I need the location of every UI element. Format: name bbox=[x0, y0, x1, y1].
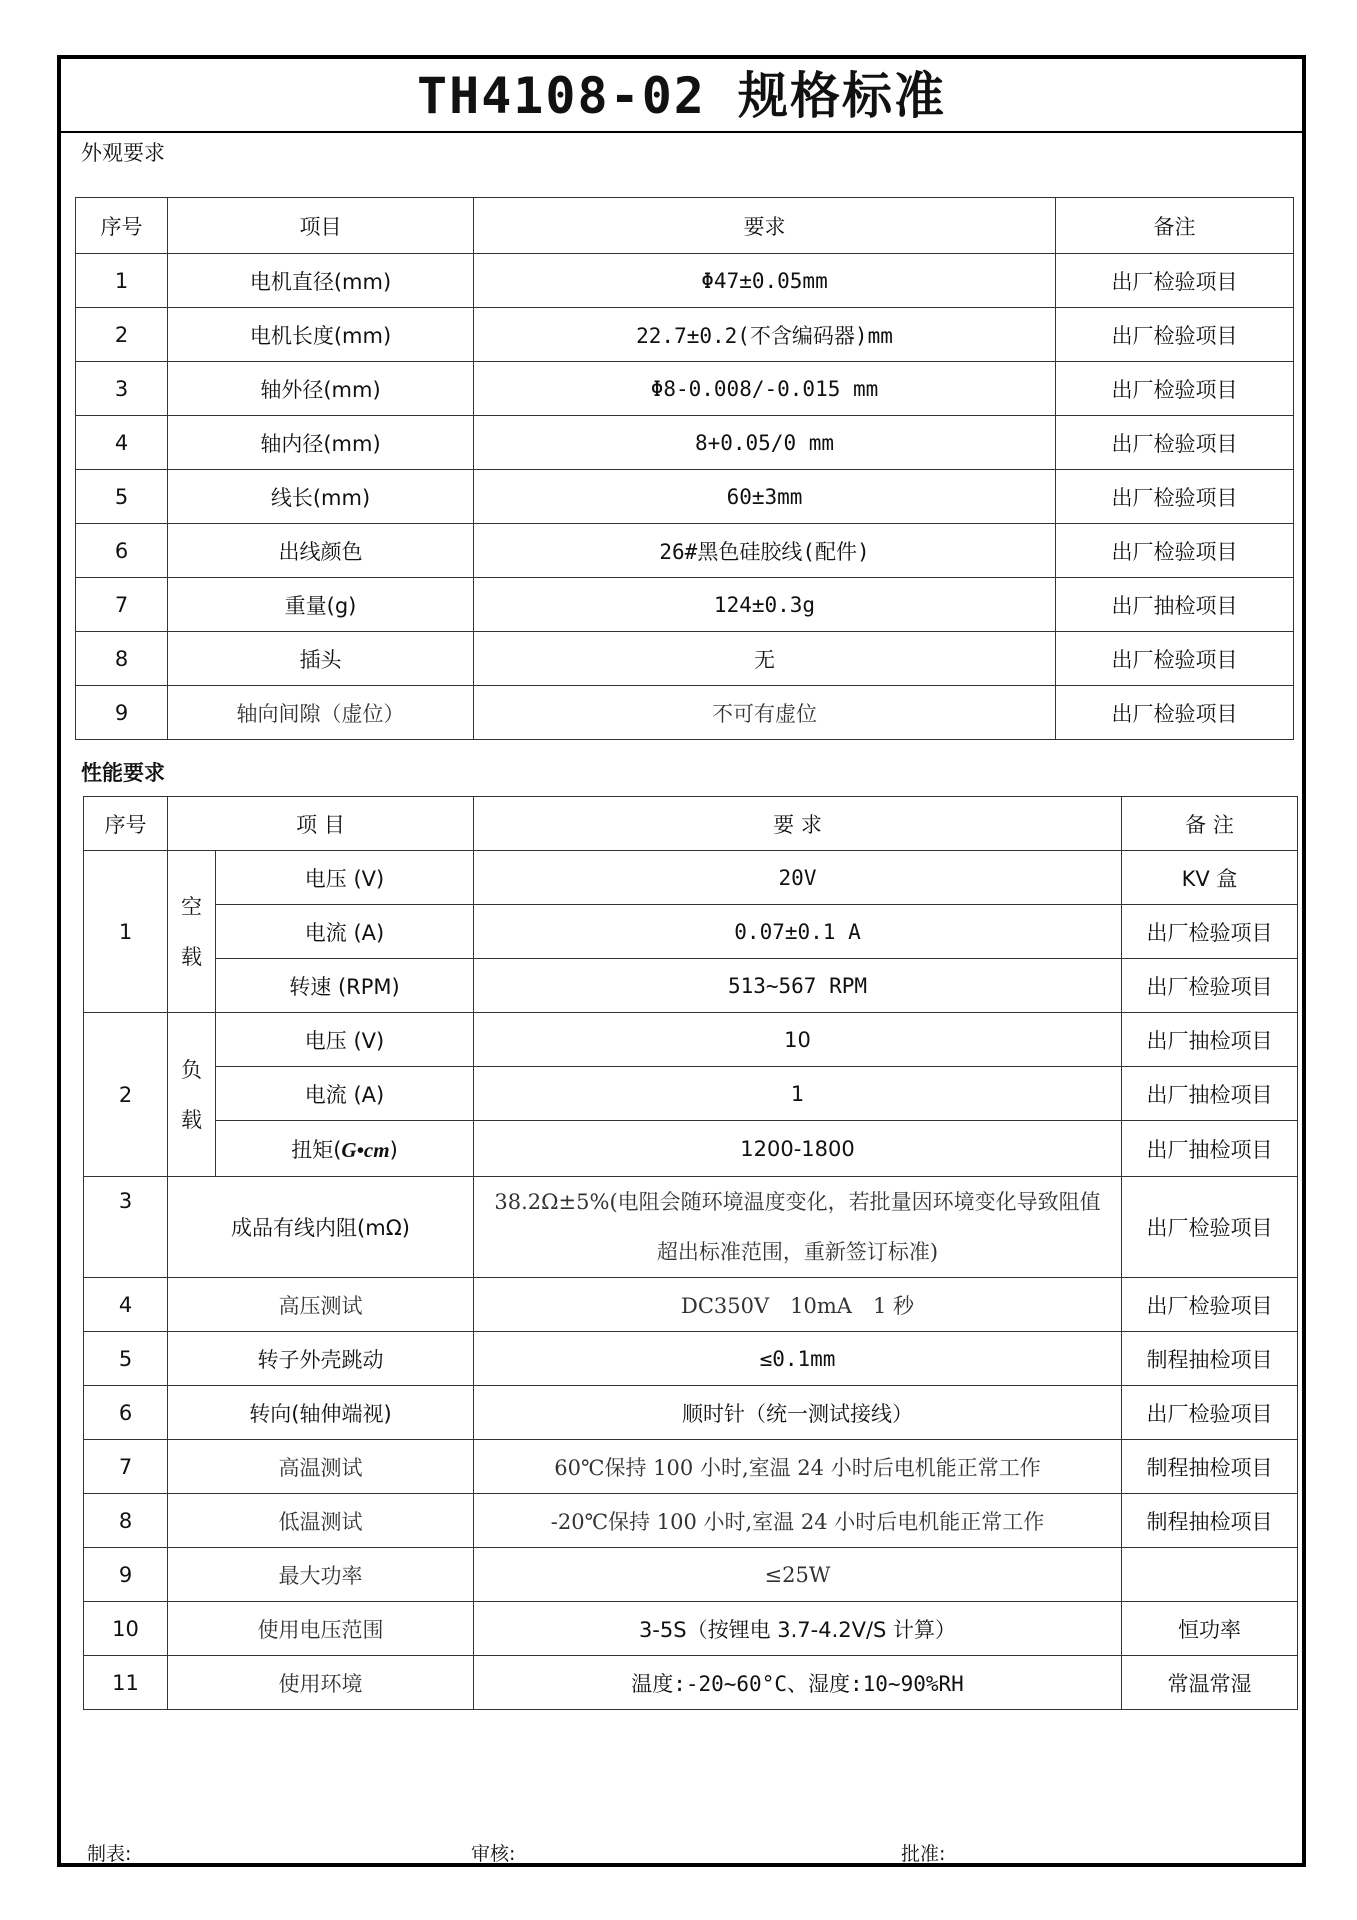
table-row bbox=[76, 254, 1294, 308]
row-no: 5 bbox=[84, 1332, 168, 1386]
document-frame bbox=[57, 55, 1306, 1867]
row-requirement: ≤0.1mm bbox=[474, 1332, 1122, 1386]
row-note: 出厂抽检项目 bbox=[1122, 1013, 1298, 1067]
row-item: 电流 (A) bbox=[216, 1067, 474, 1121]
row-note: 出厂检验项目 bbox=[1122, 959, 1298, 1013]
header-item: 项目 bbox=[168, 198, 474, 254]
row-requirement: DC350V 10mA 1 秒 bbox=[474, 1278, 1122, 1332]
row-note bbox=[1122, 1548, 1298, 1602]
row-no: 1 bbox=[76, 254, 168, 308]
row-item: 电压 (V) bbox=[216, 1013, 474, 1067]
table-row bbox=[84, 1278, 1298, 1332]
table-row bbox=[76, 470, 1294, 524]
row-requirement: 60℃保持 100 小时,室温 24 小时后电机能正常工作 bbox=[474, 1440, 1122, 1494]
row-note: 出厂检验项目 bbox=[1056, 254, 1294, 308]
row-item: 电机长度(mm) bbox=[168, 308, 474, 362]
row-requirement: 无 bbox=[474, 632, 1056, 686]
row-requirement: 38.2Ω±5%(电阻会随环境温度变化，若批量因环境变化导致阻值超出标准范围，重新签订标准) bbox=[474, 1177, 1122, 1278]
header-no: 序号 bbox=[76, 198, 168, 254]
row-requirement: 22.7±0.2(不含编码器)mm bbox=[474, 308, 1056, 362]
table-row bbox=[76, 524, 1294, 578]
row-requirement: 26#黑色硅胶线(配件) bbox=[474, 524, 1056, 578]
row-requirement: 温度:-20~60°C、湿度:10~90%RH bbox=[474, 1656, 1122, 1710]
performance-section-label: 性能要求 bbox=[81, 761, 165, 785]
group-char: 负 bbox=[181, 1057, 202, 1082]
table-row bbox=[84, 851, 1298, 905]
row-note: 出厂检验项目 bbox=[1122, 1177, 1298, 1278]
torque-label: 扭矩( bbox=[291, 1137, 342, 1162]
group-label-no-load bbox=[168, 851, 216, 1013]
header-requirement: 要 求 bbox=[474, 797, 1122, 851]
row-item: 高温测试 bbox=[168, 1440, 474, 1494]
table-header-row bbox=[84, 797, 1298, 851]
table-row bbox=[76, 308, 1294, 362]
row-no: 4 bbox=[84, 1278, 168, 1332]
row-no: 2 bbox=[84, 1013, 168, 1177]
row-item: 线长(mm) bbox=[168, 470, 474, 524]
made-by-label: 制表: bbox=[87, 1843, 132, 1865]
row-note: 出厂检验项目 bbox=[1056, 632, 1294, 686]
group-label-load bbox=[168, 1013, 216, 1177]
table-row bbox=[84, 1386, 1298, 1440]
approved-by-label: 批准: bbox=[901, 1843, 946, 1865]
row-no: 2 bbox=[76, 308, 168, 362]
row-item: 轴外径(mm) bbox=[168, 362, 474, 416]
table-row bbox=[76, 578, 1294, 632]
row-requirement: 不可有虚位 bbox=[474, 686, 1056, 740]
row-note: 出厂检验项目 bbox=[1122, 905, 1298, 959]
row-item: 出线颜色 bbox=[168, 524, 474, 578]
row-note: 出厂检验项目 bbox=[1056, 686, 1294, 740]
row-note: 常温常湿 bbox=[1122, 1656, 1298, 1710]
row-note: 出厂抽检项目 bbox=[1122, 1121, 1298, 1177]
row-no: 7 bbox=[76, 578, 168, 632]
row-item: 电流 (A) bbox=[216, 905, 474, 959]
table-row bbox=[84, 1067, 1298, 1121]
row-note: 出厂检验项目 bbox=[1056, 362, 1294, 416]
row-note: 出厂检验项目 bbox=[1056, 524, 1294, 578]
row-no: 8 bbox=[84, 1494, 168, 1548]
row-item: 最大功率 bbox=[168, 1548, 474, 1602]
table-row bbox=[76, 416, 1294, 470]
row-no: 6 bbox=[84, 1386, 168, 1440]
table-row bbox=[84, 1494, 1298, 1548]
row-requirement: 顺时针（统一测试接线） bbox=[474, 1386, 1122, 1440]
row-item: 插头 bbox=[168, 632, 474, 686]
row-item: 轴内径(mm) bbox=[168, 416, 474, 470]
table-row bbox=[76, 686, 1294, 740]
table-row bbox=[84, 1332, 1298, 1386]
row-note: 出厂检验项目 bbox=[1122, 1386, 1298, 1440]
row-requirement: 124±0.3g bbox=[474, 578, 1056, 632]
row-requirement: Φ8-0.008/-0.015 mm bbox=[474, 362, 1056, 416]
row-item: 转向(轴伸端视) bbox=[168, 1386, 474, 1440]
row-no: 11 bbox=[84, 1656, 168, 1710]
row-item: 使用环境 bbox=[168, 1656, 474, 1710]
row-item: 转子外壳跳动 bbox=[168, 1332, 474, 1386]
table-header-row bbox=[76, 198, 1294, 254]
header-item: 项 目 bbox=[168, 797, 474, 851]
table-row bbox=[76, 362, 1294, 416]
header-note: 备注 bbox=[1056, 198, 1294, 254]
torque-unit: G•cm bbox=[341, 1137, 390, 1162]
header-requirement: 要求 bbox=[474, 198, 1056, 254]
row-note: 出厂抽检项目 bbox=[1056, 578, 1294, 632]
row-no: 6 bbox=[76, 524, 168, 578]
group-char: 载 bbox=[181, 1107, 202, 1132]
row-requirement: 1200-1800 bbox=[474, 1121, 1122, 1177]
reviewed-by-label: 审核: bbox=[471, 1843, 516, 1865]
row-item: 高压测试 bbox=[168, 1278, 474, 1332]
row-item: 低温测试 bbox=[168, 1494, 474, 1548]
appearance-table bbox=[75, 197, 1294, 740]
row-item: 轴向间隙（虚位） bbox=[168, 686, 474, 740]
row-item: 转速 (RPM) bbox=[216, 959, 474, 1013]
row-requirement: 60±3mm bbox=[474, 470, 1056, 524]
row-no: 5 bbox=[76, 470, 168, 524]
row-requirement: 20V bbox=[474, 851, 1122, 905]
performance-table bbox=[83, 796, 1298, 1710]
table-row bbox=[84, 1548, 1298, 1602]
row-requirement: -20℃保持 100 小时,室温 24 小时后电机能正常工作 bbox=[474, 1494, 1122, 1548]
row-requirement: 513~567 RPM bbox=[474, 959, 1122, 1013]
row-note: 出厂检验项目 bbox=[1056, 470, 1294, 524]
row-requirement: 8+0.05/0 mm bbox=[474, 416, 1056, 470]
row-note: KV 盒 bbox=[1122, 851, 1298, 905]
row-requirement: ≤25W bbox=[474, 1548, 1122, 1602]
row-no: 9 bbox=[84, 1548, 168, 1602]
row-no: 3 bbox=[76, 362, 168, 416]
group-char: 载 bbox=[181, 944, 202, 969]
row-requirement: 1 bbox=[474, 1067, 1122, 1121]
row-no: 7 bbox=[84, 1440, 168, 1494]
row-note: 出厂检验项目 bbox=[1056, 308, 1294, 362]
header-note: 备 注 bbox=[1122, 797, 1298, 851]
appearance-section-label: 外观要求 bbox=[81, 141, 165, 165]
group-char: 空 bbox=[181, 894, 202, 919]
table-row bbox=[84, 1440, 1298, 1494]
row-note: 制程抽检项目 bbox=[1122, 1332, 1298, 1386]
table-row bbox=[84, 1013, 1298, 1067]
table-row bbox=[84, 905, 1298, 959]
row-item: 成品有线内阻(mΩ) bbox=[168, 1177, 474, 1278]
row-note: 制程抽检项目 bbox=[1122, 1494, 1298, 1548]
table-row bbox=[84, 1656, 1298, 1710]
table-row bbox=[76, 632, 1294, 686]
row-note: 出厂检验项目 bbox=[1122, 1278, 1298, 1332]
row-item: 使用电压范围 bbox=[168, 1602, 474, 1656]
row-no: 4 bbox=[76, 416, 168, 470]
row-item: 电压 (V) bbox=[216, 851, 474, 905]
row-item: 电机直径(mm) bbox=[168, 254, 474, 308]
row-requirement: 3-5S（按锂电 3.7-4.2V/S 计算） bbox=[474, 1602, 1122, 1656]
row-note: 出厂检验项目 bbox=[1056, 416, 1294, 470]
torque-close: ) bbox=[389, 1137, 398, 1162]
row-no: 1 bbox=[84, 851, 168, 1013]
row-requirement: 0.07±0.1 A bbox=[474, 905, 1122, 959]
table-row bbox=[84, 1121, 1298, 1177]
row-requirement: 10 bbox=[474, 1013, 1122, 1067]
table-row bbox=[84, 1602, 1298, 1656]
row-no: 8 bbox=[76, 632, 168, 686]
table-row bbox=[84, 1177, 1298, 1278]
row-item-torque bbox=[216, 1121, 474, 1177]
row-note: 制程抽检项目 bbox=[1122, 1440, 1298, 1494]
row-no: 9 bbox=[76, 686, 168, 740]
table-row bbox=[84, 959, 1298, 1013]
row-requirement: Φ47±0.05mm bbox=[474, 254, 1056, 308]
row-note: 恒功率 bbox=[1122, 1602, 1298, 1656]
row-no: 3 bbox=[84, 1177, 168, 1278]
row-no: 10 bbox=[84, 1602, 168, 1656]
header-no: 序号 bbox=[84, 797, 168, 851]
document-title: TH4108-02 规格标准 bbox=[61, 59, 1302, 133]
row-note: 出厂抽检项目 bbox=[1122, 1067, 1298, 1121]
row-item: 重量(g) bbox=[168, 578, 474, 632]
